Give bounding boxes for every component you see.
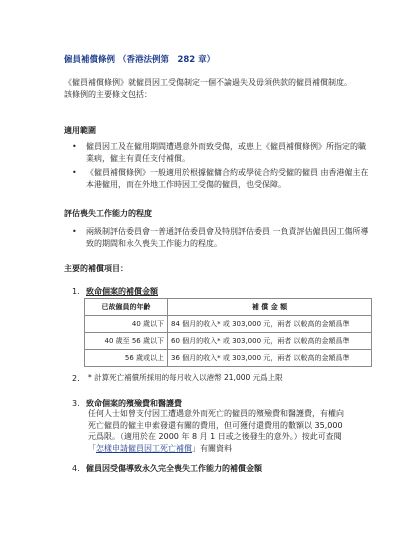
table-header-row bbox=[85, 299, 372, 316]
assessment-list bbox=[72, 226, 372, 252]
table-row bbox=[85, 333, 372, 350]
item-number: 3. bbox=[72, 399, 80, 408]
amount-cell: 84 個月的收入* 或 303,000 元，兩者 以較高的金額爲準 bbox=[168, 316, 372, 333]
item-title: 僱員因受傷導致永久完全喪失工作能力的補償金額 bbox=[86, 464, 262, 473]
item-2-heading bbox=[72, 373, 86, 385]
age-cell: 40 歲至 56 歲以下 bbox=[85, 333, 168, 350]
paragraph-text: 任何人士如曾支付因工遭遇意外而死亡的僱員的殯殮費和醫護費，有權向死亡僱員的僱主申索發還有關的費用，但可獲付還費用的數額以 35,000 元爲限。（適用於在 2000 年 8 月 1 日或之後發生的意外。）按此可查閱「 bbox=[88, 409, 344, 453]
assessment-heading: 評估喪失工作能力的程度 bbox=[64, 209, 152, 218]
item-number: 4. bbox=[72, 464, 80, 473]
column-header-age: 已故僱員的年齡 bbox=[85, 299, 168, 316]
item-1-heading bbox=[72, 286, 158, 298]
age-cell: 56 歲或以上 bbox=[85, 350, 168, 367]
table-row bbox=[85, 316, 372, 333]
page-title: 僱員補償條例 （香港法例第 282 章） bbox=[64, 55, 216, 65]
assessment-item: • 兩級制評估委員會一普通評估委員會及特別評估委員 一負責評估僱員因工傷所導致的期間和永久喪失工作能力的程度。 bbox=[72, 226, 372, 249]
funeral-expenses-paragraph bbox=[88, 408, 346, 454]
item-4-heading bbox=[72, 463, 262, 475]
footnote: * 計算死亡補償所採用的每月收入以港幣 21,000 元爲上限 bbox=[88, 373, 283, 382]
amount-cell: 60 個月的收入* 或 303,000 元，兩者 以較高的金額爲準 bbox=[168, 333, 372, 350]
scope-item: • 《僱員補償條例》一般適用於根據僱傭合約或學徒合約受僱的僱員 由香港僱主在本港僱用，而在外地工作時因工受傷的僱員，也受保障。 bbox=[72, 167, 372, 190]
item-number: 1. bbox=[72, 287, 80, 296]
column-header-amount: 補 償 金 額 bbox=[168, 299, 372, 316]
scope-heading: 適用範圍 bbox=[64, 126, 96, 135]
paragraph-text-end: 」有關資料 bbox=[192, 443, 232, 453]
age-cell: 40 歲以下 bbox=[85, 316, 168, 333]
scope-list bbox=[72, 141, 372, 193]
item-title: 致命個案的殯殮費和醫護費 bbox=[86, 399, 182, 408]
intro-paragraph: 《僱員補償條例》就僱員因工受傷制定一個不論過失及毋須供款的僱員補償制度。該條例的主要條文包括： bbox=[64, 78, 352, 99]
compensation-table bbox=[84, 298, 372, 367]
main-items-heading: 主要的補償項目： bbox=[64, 264, 128, 273]
amount-cell: 36 個月的收入* 或 303,000 元，兩者 以較高的金額爲準 bbox=[168, 350, 372, 367]
item-number: 2. bbox=[72, 374, 80, 383]
claim-procedure-link[interactable]: 怎樣申請僱員因工死亡補償 bbox=[96, 443, 192, 453]
item-title: 致命個案的補償金額 bbox=[86, 287, 158, 296]
scope-item: • 僱員因工及在僱用期間遭遇意外而致受傷，或患上《僱員補償條例》所指定的職業病，僱主有責任支付補償。 bbox=[72, 141, 372, 164]
table-row bbox=[85, 350, 372, 367]
